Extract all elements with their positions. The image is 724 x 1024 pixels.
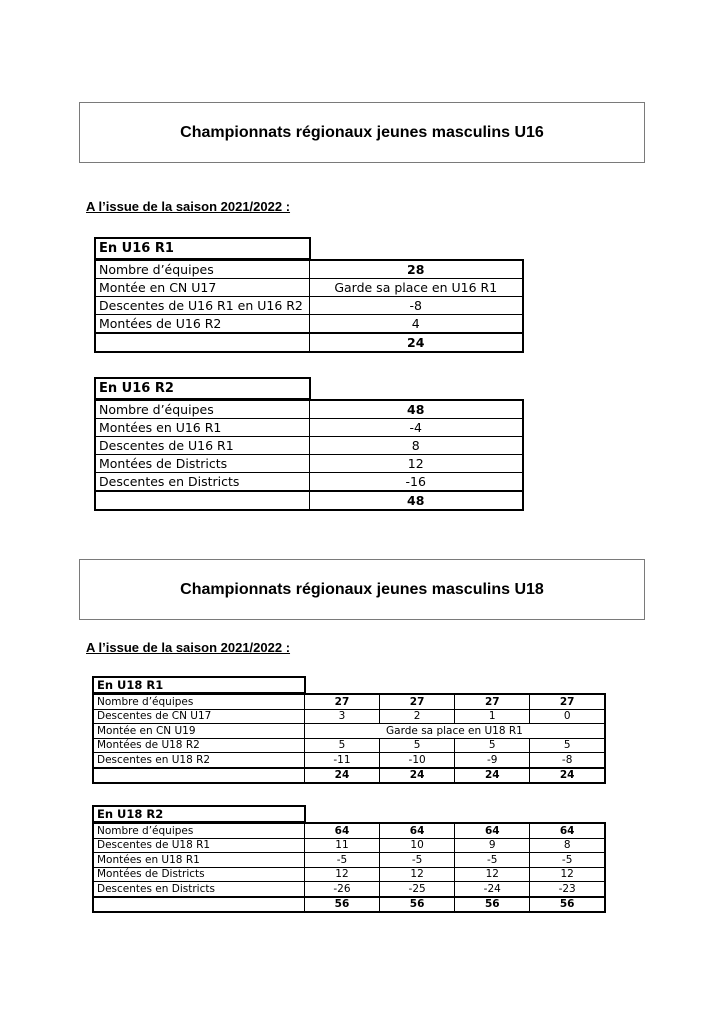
row-label: Montées de Districts (95, 455, 309, 473)
row-value: 64 (380, 823, 455, 838)
row-value: 5 (455, 738, 530, 753)
table-row (93, 867, 605, 882)
row-value: -8 (309, 297, 523, 315)
total-row (95, 491, 523, 510)
table-row (93, 853, 605, 868)
row-value: 64 (455, 823, 530, 838)
row-label: Descentes en Districts (93, 882, 304, 897)
row-value: 27 (304, 694, 379, 709)
row-value: 5 (304, 738, 379, 753)
total-value: 24 (309, 333, 523, 352)
row-value: -11 (304, 753, 379, 768)
row-label: Montées de Districts (93, 867, 304, 882)
row-label: Descentes en U18 R2 (93, 753, 304, 768)
u18-season-subtitle: A l’issue de la saison 2021/2022 : (86, 640, 291, 655)
row-value: -4 (309, 419, 523, 437)
u16-r1-header: En U16 R1 (94, 237, 311, 260)
row-value: -8 (530, 753, 605, 768)
total-row (95, 333, 523, 352)
row-value: 27 (530, 694, 605, 709)
u16-title: Championnats régionaux jeunes masculins U16 (180, 123, 544, 141)
row-value: 12 (530, 867, 605, 882)
total-row (93, 768, 605, 784)
merged-value: Garde sa place en U18 R1 (304, 724, 605, 739)
row-label: Descentes en Districts (95, 473, 309, 492)
row-value: -16 (309, 473, 523, 492)
row-label: Descentes de U18 R1 (93, 838, 304, 853)
row-value: 2 (380, 709, 455, 724)
row-label: Descentes de U16 R1 (95, 437, 309, 455)
row-value: 48 (309, 400, 523, 419)
row-value: -5 (455, 853, 530, 868)
total-value: 56 (304, 897, 379, 913)
row-value: 12 (304, 867, 379, 882)
row-value: 1 (455, 709, 530, 724)
row-label: Montées en U18 R1 (93, 853, 304, 868)
row-value: 12 (380, 867, 455, 882)
row-label: Montée en CN U17 (95, 279, 309, 297)
row-label: Nombre d’équipes (93, 694, 304, 709)
table-row (93, 753, 605, 768)
row-value: -9 (455, 753, 530, 768)
row-value: 9 (455, 838, 530, 853)
row-value: 10 (380, 838, 455, 853)
table-row (93, 823, 605, 838)
row-value: 8 (309, 437, 523, 455)
row-value: 4 (309, 315, 523, 334)
table-row (93, 738, 605, 753)
row-label: Montée en CN U19 (93, 724, 304, 739)
row-value: 27 (380, 694, 455, 709)
table-row (95, 279, 523, 297)
total-value: 56 (455, 897, 530, 913)
row-value: 8 (530, 838, 605, 853)
table-row (93, 709, 605, 724)
table-row (95, 455, 523, 473)
row-value: 12 (309, 455, 523, 473)
row-value: Garde sa place en U16 R1 (309, 279, 523, 297)
row-value: -25 (380, 882, 455, 897)
table-row (95, 260, 523, 279)
row-value: -5 (380, 853, 455, 868)
row-value: 5 (380, 738, 455, 753)
table-row (95, 297, 523, 315)
row-value: 28 (309, 260, 523, 279)
row-label: Montées de U18 R2 (93, 738, 304, 753)
table-row (95, 419, 523, 437)
total-row (93, 897, 605, 913)
row-label: Nombre d’équipes (95, 400, 309, 419)
total-value: 24 (304, 768, 379, 784)
total-value: 24 (455, 768, 530, 784)
table-row (93, 838, 605, 853)
table-row (93, 882, 605, 897)
row-value: 12 (455, 867, 530, 882)
table-row (95, 473, 523, 492)
row-value: 64 (304, 823, 379, 838)
row-value: -10 (380, 753, 455, 768)
row-label: Descentes de U16 R1 en U16 R2 (95, 297, 309, 315)
total-value: 56 (530, 897, 605, 913)
row-value: 3 (304, 709, 379, 724)
u18-r2-header: En U18 R2 (92, 805, 306, 823)
row-value: -5 (304, 853, 379, 868)
table-row (95, 400, 523, 419)
row-value: 27 (455, 694, 530, 709)
row-value: 64 (530, 823, 605, 838)
row-value: -5 (530, 853, 605, 868)
row-value: -24 (455, 882, 530, 897)
table-row (93, 724, 605, 739)
u16-title-box (79, 102, 645, 163)
total-value: 56 (380, 897, 455, 913)
row-value: 11 (304, 838, 379, 853)
u16-season-subtitle: A l’issue de la saison 2021/2022 : (86, 199, 291, 214)
table-row (95, 315, 523, 334)
row-label: Descentes de CN U17 (93, 709, 304, 724)
table-row (95, 437, 523, 455)
table-row (93, 694, 605, 709)
row-value: 0 (530, 709, 605, 724)
u18-title-box (79, 559, 645, 620)
total-value: 48 (309, 491, 523, 510)
u18-title: Championnats régionaux jeunes masculins U18 (180, 580, 544, 598)
row-label: Nombre d’équipes (93, 823, 304, 838)
row-value: -23 (530, 882, 605, 897)
row-label: Montées en U16 R1 (95, 419, 309, 437)
row-value: 5 (530, 738, 605, 753)
row-value: -26 (304, 882, 379, 897)
row-label: Montées de U16 R2 (95, 315, 309, 334)
u18-r1-header: En U18 R1 (92, 676, 306, 694)
total-value: 24 (380, 768, 455, 784)
total-value: 24 (530, 768, 605, 784)
u16-r2-header: En U16 R2 (94, 377, 311, 400)
row-label: Nombre d’équipes (95, 260, 309, 279)
